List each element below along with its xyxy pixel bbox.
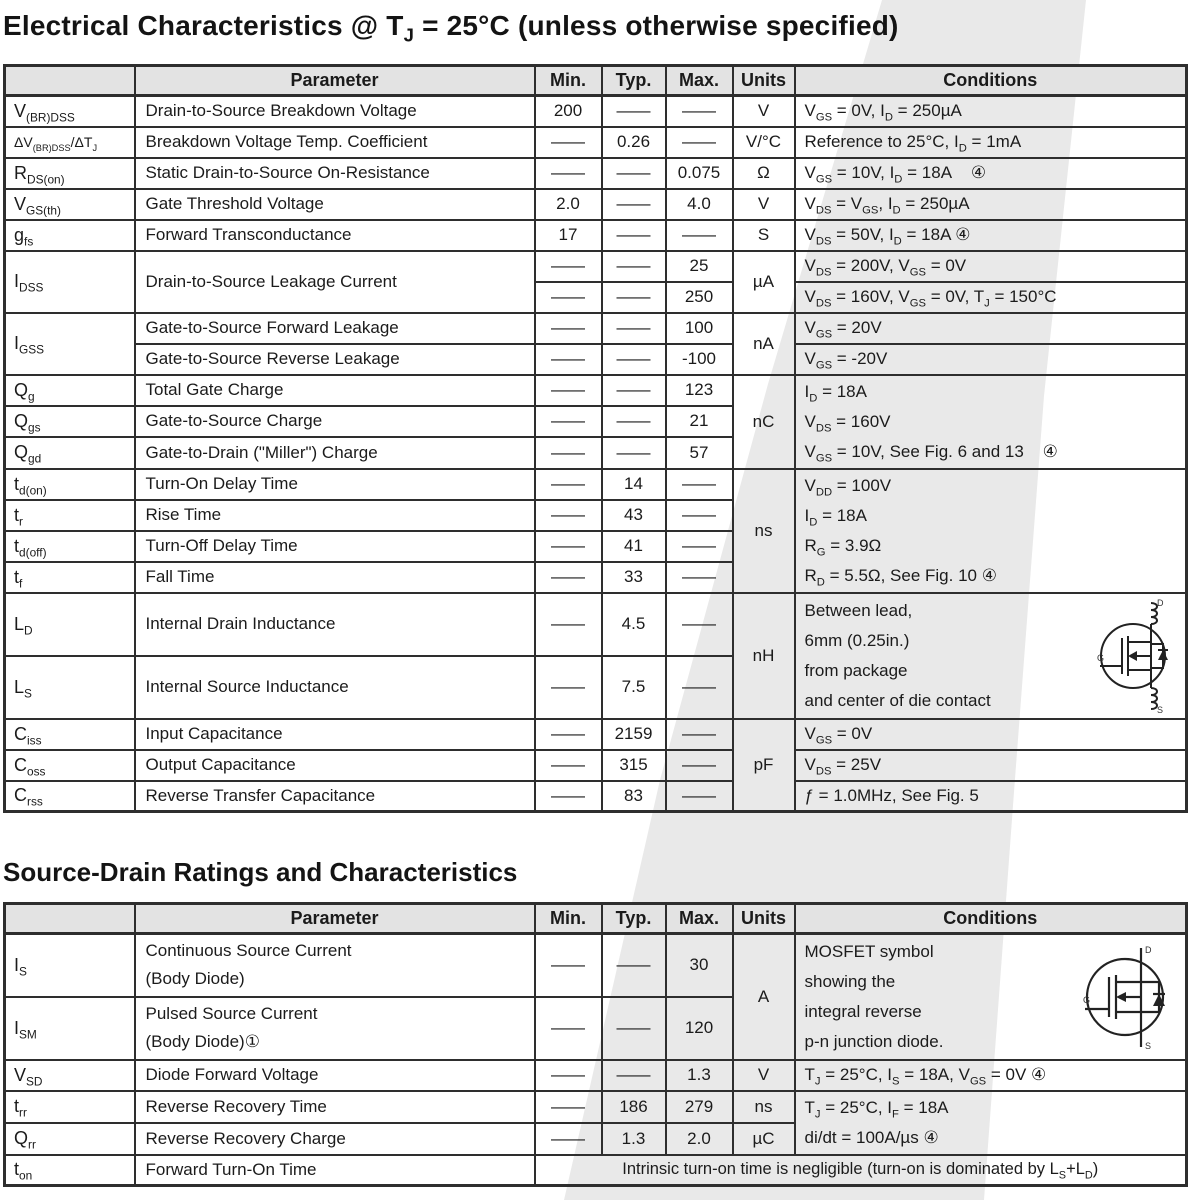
max-value-cell: —— — [666, 127, 733, 158]
header-row — [5, 904, 1187, 934]
mosfet-body-diode-symbol-icon — [1083, 943, 1179, 1051]
min-value-cell: —— — [535, 531, 602, 562]
max-value-cell: 4.0 — [666, 189, 733, 220]
mosfet-inductance-symbol — [1097, 598, 1179, 714]
conditions-cell: Reference to 25°C, $I_D = 1mA$ — [795, 127, 1187, 158]
symbol-cell: $V_{(BR)DSS}$ — [5, 96, 135, 127]
units-cell: ns — [733, 469, 795, 593]
source-label: S — [1145, 1040, 1152, 1051]
conditions-cell — [795, 593, 1187, 719]
text-line: $T_J = 25^\circ C$, $I_F = 18A$ — [804, 1097, 949, 1120]
min-value-cell: —— — [535, 750, 602, 781]
conditions-cell: $V_{GS} = -20V$ — [795, 344, 1187, 375]
parameter-cell: Reverse Recovery Time — [135, 1091, 535, 1123]
max-value-cell: 120 — [666, 997, 733, 1060]
column-header-parameter: Parameter — [135, 904, 535, 934]
text-line: 6mm (0.25in.) — [804, 630, 910, 650]
min-value-cell: —— — [535, 934, 602, 997]
typ-value-cell: —— — [602, 189, 666, 220]
min-value-cell: —— — [535, 282, 602, 313]
parameter-cell: Diode Forward Voltage — [135, 1060, 535, 1091]
drain-label: D — [1157, 597, 1164, 608]
conditions-cell: $V_{DS} = 25V$ — [795, 750, 1187, 781]
min-value-cell: —— — [535, 593, 602, 656]
column-header-typ: Typ. — [602, 66, 666, 96]
min-value-cell: —— — [535, 1123, 602, 1155]
table-row — [5, 934, 1187, 997]
symbol-cell: $I_{DSS}$ — [5, 251, 135, 313]
table-row — [5, 1155, 1187, 1186]
text-line: $R_G = 3.9\Omega$ — [804, 535, 882, 558]
table-row — [5, 375, 1187, 406]
units-cell: S — [733, 220, 795, 251]
max-value-cell: 57 — [666, 437, 733, 468]
max-value-cell: 123 — [666, 375, 733, 406]
conditions-cell — [795, 934, 1187, 1060]
parameter-cell: Internal Drain Inductance — [135, 593, 535, 656]
units-cell: V/°C — [733, 127, 795, 158]
max-value-cell: 2.0 — [666, 1123, 733, 1155]
column-header-min: Min. — [535, 904, 602, 934]
min-value-cell: —— — [535, 406, 602, 437]
typ-value-cell: —— — [602, 1060, 666, 1091]
min-value-cell: —— — [535, 313, 602, 344]
table-row — [5, 750, 1187, 781]
table-row — [5, 158, 1187, 189]
symbol-cell: $L_S$ — [5, 656, 135, 719]
symbol-cell: $Q_{rr}$ — [5, 1123, 135, 1155]
text-line: integral reverse — [804, 1001, 922, 1021]
typ-value-cell: —— — [602, 406, 666, 437]
symbol-cell: $Q_g$ — [5, 375, 135, 406]
text-line: $V_{DS} = 160V$ — [804, 411, 891, 434]
parameter-cell — [135, 997, 535, 1060]
min-value-cell: —— — [535, 127, 602, 158]
text-line: and center of die contact — [804, 690, 991, 710]
table-row — [5, 469, 1187, 500]
min-value-cell: —— — [535, 375, 602, 406]
units-cell: ns — [733, 1091, 795, 1123]
column-header-min: Min. — [535, 66, 602, 96]
min-value-cell: —— — [535, 469, 602, 500]
column-header-units: Units — [733, 66, 795, 96]
conditions-cell: ƒ = 1.0MHz, See Fig. 5 — [795, 781, 1187, 812]
typ-value-cell: 7.5 — [602, 656, 666, 719]
column-header-max: Max. — [666, 66, 733, 96]
conditions-cell: $V_{GS} = 10V$, $I_D = 18A$ ④ — [795, 158, 1187, 189]
section-title-source-drain: Source-Drain Ratings and Characteristics — [3, 857, 518, 887]
typ-value-cell: 0.26 — [602, 127, 666, 158]
electrical-characteristics-table — [3, 64, 1188, 813]
text-line: p-n junction diode. — [804, 1031, 944, 1051]
column-header-conditions: Conditions — [795, 66, 1187, 96]
min-value-cell: —— — [535, 437, 602, 468]
column-header-max: Max. — [666, 904, 733, 934]
parameter-cell: Turn-On Delay Time — [135, 469, 535, 500]
min-value-cell: —— — [535, 656, 602, 719]
typ-value-cell: 186 — [602, 1091, 666, 1123]
max-value-cell: 279 — [666, 1091, 733, 1123]
typ-value-cell: 14 — [602, 469, 666, 500]
parameter-cell: Reverse Transfer Capacitance — [135, 781, 535, 812]
min-value-cell: —— — [535, 562, 602, 593]
symbol-cell: $C_{oss}$ — [5, 750, 135, 781]
symbol-cell: $t_{d(on)}$ — [5, 469, 135, 500]
typ-value-cell: 83 — [602, 781, 666, 812]
units-cell: nC — [733, 375, 795, 469]
section-title-electrical-characteristics: Electrical Characteristics @ $T_J = 25^\circ C$ (unless otherwise specified) — [3, 10, 899, 46]
column-header-parameter: Parameter — [135, 66, 535, 96]
table-row — [5, 96, 1187, 127]
min-value-cell: 200 — [535, 96, 602, 127]
conditions-cell: $V_{DS} = 160V$, $V_{GS} = 0V$, $T_J = 150^\circ C$ — [795, 282, 1187, 313]
parameter-cell: Forward Turn-On Time — [135, 1155, 535, 1186]
parameter-cell: Internal Source Inductance — [135, 656, 535, 719]
conditions-cell: $V_{GS} = 0V$ — [795, 719, 1187, 750]
conditions-cell — [795, 375, 1187, 469]
parameter-cell — [135, 934, 535, 997]
typ-value-cell: 4.5 — [602, 593, 666, 656]
symbol-cell: $t_{on}$ — [5, 1155, 135, 1186]
max-value-cell: 25 — [666, 251, 733, 282]
text-line: from package — [804, 660, 908, 680]
symbol-cell: $t_r$ — [5, 500, 135, 531]
table-row — [5, 127, 1187, 158]
drain-label: D — [1145, 944, 1152, 955]
units-cell: pF — [733, 719, 795, 812]
symbol-cell: $R_{DS(on)}$ — [5, 158, 135, 189]
max-value-cell: —— — [666, 531, 733, 562]
typ-value-cell: 33 — [602, 562, 666, 593]
typ-value-cell: 43 — [602, 500, 666, 531]
text-line: di/dt = 100A/µs ④ — [804, 1127, 939, 1147]
parameter-cell: Fall Time — [135, 562, 535, 593]
max-value-cell: 30 — [666, 934, 733, 997]
units-cell: V — [733, 189, 795, 220]
parameter-cell: Reverse Recovery Charge — [135, 1123, 535, 1155]
column-header-symbol — [5, 904, 135, 934]
typ-value-cell: —— — [602, 934, 666, 997]
max-value-cell: —— — [666, 719, 733, 750]
min-value-cell: —— — [535, 1091, 602, 1123]
max-value-cell: -100 — [666, 344, 733, 375]
text-line: (Body Diode)① — [145, 1032, 260, 1051]
units-cell: µA — [733, 251, 795, 313]
units-cell: nA — [733, 313, 795, 375]
min-value-cell: 17 — [535, 220, 602, 251]
text-line: MOSFET symbol — [804, 941, 934, 961]
max-value-cell: —— — [666, 500, 733, 531]
column-header-conditions: Conditions — [795, 904, 1187, 934]
symbol-cell: $C_{iss}$ — [5, 719, 135, 750]
symbol-cell: $t_{d(off)}$ — [5, 531, 135, 562]
parameter-cell: Gate-to-Source Forward Leakage — [135, 313, 535, 344]
source-drain-ratings-table — [3, 902, 1188, 1187]
min-value-cell: 2.0 — [535, 189, 602, 220]
table-row — [5, 220, 1187, 251]
typ-value-cell: —— — [602, 220, 666, 251]
text-line: $I_D = 18A$ — [804, 381, 867, 404]
max-value-cell: —— — [666, 469, 733, 500]
symbol-cell: $I_S$ — [5, 934, 135, 997]
column-header-typ: Typ. — [602, 904, 666, 934]
max-value-cell: —— — [666, 750, 733, 781]
conditions-cell: $T_J = 25^\circ C$, $I_S = 18A$, $V_{GS} = 0V$ ④ — [795, 1060, 1187, 1091]
table-row — [5, 189, 1187, 220]
parameter-cell: Breakdown Voltage Temp. Coefficient — [135, 127, 535, 158]
mosfet-symbol-with-lead-inductance-icon — [1097, 598, 1179, 714]
text-line: $I_D = 18A$ — [804, 505, 867, 528]
max-value-cell: 21 — [666, 406, 733, 437]
max-value-cell: —— — [666, 781, 733, 812]
max-value-cell: —— — [666, 656, 733, 719]
text-line: Pulsed Source Current — [145, 1004, 318, 1023]
max-value-cell: 100 — [666, 313, 733, 344]
text-line: (Body Diode) — [145, 969, 245, 989]
table-row — [5, 719, 1187, 750]
min-value-cell: —— — [535, 997, 602, 1060]
conditions-cell: $V_{DS} = 50V$, $I_D = 18A$ ④ — [795, 220, 1187, 251]
symbol-cell: $t_f$ — [5, 562, 135, 593]
table-row — [5, 781, 1187, 812]
text-line: showing the — [804, 971, 896, 991]
typ-value-cell: 315 — [602, 750, 666, 781]
parameter-cell: Total Gate Charge — [135, 375, 535, 406]
min-value-cell: —— — [535, 500, 602, 531]
typ-value-cell: —— — [602, 375, 666, 406]
table-row — [5, 1060, 1187, 1091]
max-value-cell: —— — [666, 562, 733, 593]
conditions-cell: $V_{DS} = V_{GS}$, $I_D = 250\mu A$ — [795, 189, 1187, 220]
parameter-cell: Rise Time — [135, 500, 535, 531]
symbol-cell: $I_{SM}$ — [5, 997, 135, 1060]
typ-value-cell: —— — [602, 158, 666, 189]
typ-value-cell: 41 — [602, 531, 666, 562]
table-row — [5, 344, 1187, 375]
column-header-units: Units — [733, 904, 795, 934]
symbol-cell: $V_{GS(th)}$ — [5, 189, 135, 220]
parameter-cell: Output Capacitance — [135, 750, 535, 781]
text-line: Continuous Source Current — [145, 941, 352, 961]
column-header-symbol — [5, 66, 135, 96]
units-cell: V — [733, 1060, 795, 1091]
conditions-cell: $V_{DS} = 200V$, $V_{GS} = 0V$ — [795, 251, 1187, 282]
typ-value-cell: —— — [602, 251, 666, 282]
symbol-cell: $C_{rss}$ — [5, 781, 135, 812]
parameter-cell: Forward Transconductance — [135, 220, 535, 251]
mosfet-diode-symbol — [1083, 943, 1179, 1051]
note-cell: Intrinsic turn-on time is negligible (turn-on is dominated by $L_S+L_D$) — [535, 1155, 1187, 1186]
conditions-cell — [795, 469, 1187, 593]
typ-value-cell: —— — [602, 96, 666, 127]
text-line: $R_D = 5.5\Omega$, See Fig. 10 ④ — [804, 565, 997, 588]
symbol-cell: $L_D$ — [5, 593, 135, 656]
units-cell: nH — [733, 593, 795, 719]
table-row — [5, 251, 1187, 282]
typ-value-cell: 1.3 — [602, 1123, 666, 1155]
max-value-cell: 0.075 — [666, 158, 733, 189]
units-cell: V — [733, 96, 795, 127]
max-value-cell: 1.3 — [666, 1060, 733, 1091]
typ-value-cell: —— — [602, 997, 666, 1060]
source-label: S — [1157, 704, 1164, 714]
parameter-cell: Gate-to-Source Charge — [135, 406, 535, 437]
parameter-cell: Turn-Off Delay Time — [135, 531, 535, 562]
symbol-cell: $V_{SD}$ — [5, 1060, 135, 1091]
max-value-cell: —— — [666, 96, 733, 127]
conditions-cell: $V_{GS} = 20V$ — [795, 313, 1187, 344]
symbol-cell: $I_{GSS}$ — [5, 313, 135, 375]
typ-value-cell: —— — [602, 344, 666, 375]
min-value-cell: —— — [535, 344, 602, 375]
conditions-cell — [795, 1091, 1187, 1155]
min-value-cell: —— — [535, 719, 602, 750]
table-row — [5, 1091, 1187, 1123]
units-cell: µC — [733, 1123, 795, 1155]
min-value-cell: —— — [535, 251, 602, 282]
symbol-cell: $\Delta V_{(BR)DSS}/\Delta T_J$ — [5, 127, 135, 158]
symbol-cell: $t_{rr}$ — [5, 1091, 135, 1123]
max-value-cell: —— — [666, 593, 733, 656]
typ-value-cell: 2159 — [602, 719, 666, 750]
parameter-cell: Static Drain-to-Source On-Resistance — [135, 158, 535, 189]
max-value-cell: —— — [666, 220, 733, 251]
parameter-cell: Drain-to-Source Breakdown Voltage — [135, 96, 535, 127]
typ-value-cell: —— — [602, 437, 666, 468]
symbol-cell: $g_{fs}$ — [5, 220, 135, 251]
max-value-cell: 250 — [666, 282, 733, 313]
parameter-cell: Gate-to-Source Reverse Leakage — [135, 344, 535, 375]
table-row — [5, 593, 1187, 656]
typ-value-cell: —— — [602, 282, 666, 313]
typ-value-cell: —— — [602, 313, 666, 344]
header-row — [5, 66, 1187, 96]
parameter-cell: Input Capacitance — [135, 719, 535, 750]
min-value-cell: —— — [535, 158, 602, 189]
conditions-cell: $V_{GS} = 0V$, $I_D = 250\mu A$ — [795, 96, 1187, 127]
min-value-cell: —— — [535, 1060, 602, 1091]
text-line: $V_{GS} = 10V$, See Fig. 6 and 13 ④ — [804, 441, 1058, 464]
text-line: Between lead, — [804, 600, 913, 620]
gate-label: G — [1083, 994, 1091, 1005]
units-cell: Ω — [733, 158, 795, 189]
gate-label: G — [1097, 652, 1105, 663]
text-line: $V_{DD} = 100V$ — [804, 475, 892, 498]
parameter-cell: Drain-to-Source Leakage Current — [135, 251, 535, 313]
symbol-cell: $Q_{gs}$ — [5, 406, 135, 437]
parameter-cell: Gate Threshold Voltage — [135, 189, 535, 220]
symbol-cell: $Q_{gd}$ — [5, 437, 135, 468]
units-cell: A — [733, 934, 795, 1060]
parameter-cell: Gate-to-Drain ("Miller") Charge — [135, 437, 535, 468]
min-value-cell: —— — [535, 781, 602, 812]
table-row — [5, 313, 1187, 344]
